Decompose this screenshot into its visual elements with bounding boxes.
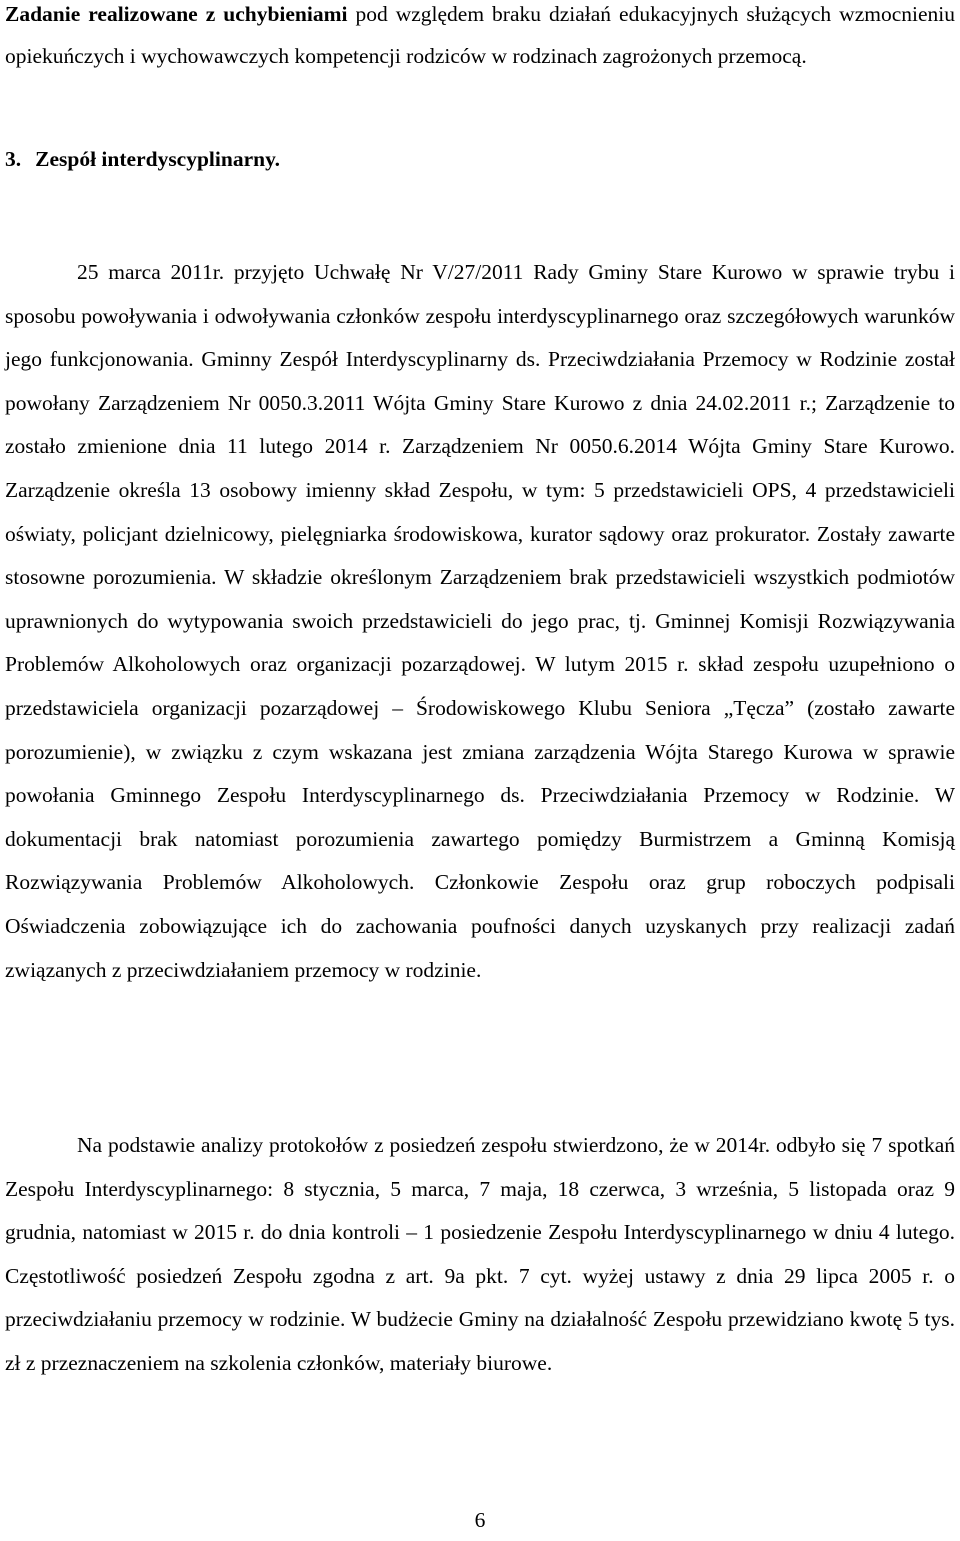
paragraph-findings-text: pod względem braku działań edukacyjnych służących wzmocnieniu opiekuńczych i wychowawczych kompetencji rodziców w rodzinach zagrożonych przemocą. (5, 2, 955, 68)
bold-lead-text: Zadanie realizowane z uchybieniami (5, 2, 348, 26)
section-number: 3. (5, 147, 22, 171)
paragraph-team-composition: 25 marca 2011r. przyjęto Uchwałę Nr V/27/2011 Rady Gminy Stare Kurowo w sprawie trybu i sposobu powoływania i odwoływania członków zespołu interdyscyplinarnego oraz szczegółowych warunków jego funkcjonowania. Gminny Zespół Interdyscyplinarny ds. Przeciwdziałania Przemocy w Rodzinie został powołany Zarządzeniem Nr 0050.3.2011 Wójta Gminy Stare Kurowo z dnia 24.02.2011 r.; Zarządzenie to zostało zmienione dnia 11 lutego 2014 r. Zarządzeniem Nr 0050.6.2014 Wójta Gminy Stare Kurowo. Zarządzenie określa 13 osobowy imienny skład Zespołu, w tym: 5 przedstawicieli OPS, 4 przedstawicieli oświaty, policjant dzielnicowy, pielęgniarka środowiskowa, kurator sądowy oraz prokurator. Zostały zawarte stosowne porozumienia. W składzie określonym Zarządzeniem brak przedstawicieli wszystkich podmiotów uprawnionych do wytypowania swoich przedstawicieli do jego prac, tj. Gminnej Komisji Rozwiązywania Problemów Alkoholowych oraz organizacji pozarządowej. W lutym 2015 r. skład zespołu uzupełniono o przedstawiciela organizacji pozarządowej – Środowiskowego Klubu Seniora „Tęcza” (zostało zawarte porozumienie), w związku z czym wskazana jest zmiana zarządzenia Wójta Starego Kurowa w sprawie powołania Gminnego Zespołu Interdyscyplinarnego ds. Przeciwdziałania Przemocy w Rodzinie. W dokumentacji brak natomiast porozumienia zawartego pomiędzy Burmistrzem a Gminną Komisją Rozwiązywania Problemów Alkoholowych. Członkowie Zespołu oraz grup roboczych podpisali Oświadczenia zobowiązujące ich do zachowania poufności danych uzyskanych przy realizacji zadań związanych z przeciwdziałaniem przemocy w rodzinie. (5, 260, 955, 982)
paragraph-meetings: Na podstawie analizy protokołów z posiedzeń zespołu stwierdzono, że w 2014r. odbyło się 7 spotkań Zespołu Interdyscyplinarnego: 8 stycznia, 5 marca, 7 maja, 18 czerwca, 3 września, 5 listopada oraz 9 grudnia, natomiast w 2015 r. do dnia kontroli – 1 posiedzenie Zespołu Interdyscyplinarnego w dniu 4 lutego. Częstotliwość posiedzeń Zespołu zgodna z art. 9a pkt. 7 cyt. wyżej ustawy z dnia 29 lipca 2005 r. o przeciwdziałaniu przemocy w rodzinie. W budżecie Gminy na działalność Zespołu przewidziano kwotę 5 tys. zł z przeznaczeniem na szkolenia członków, materiały biurowe. (5, 1133, 955, 1375)
section-heading (5, 138, 280, 181)
page-number: 6 (474, 1508, 486, 1532)
paragraph-findings (5, 0, 955, 77)
section-title: Zespół interdyscyplinarny. (35, 147, 281, 171)
